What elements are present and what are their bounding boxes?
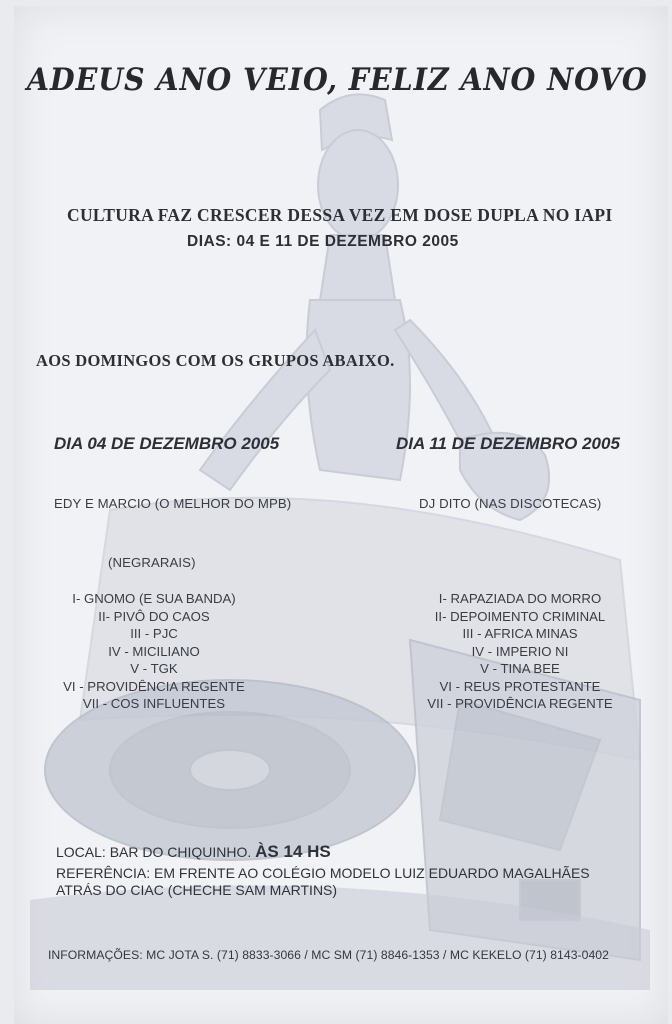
day1-headliner: EDY E MARCIO (O MELHOR DO MPB) (54, 496, 292, 511)
dates-line: DIAS: 04 E 11 DE DEZEMBRO 2005 (187, 233, 459, 250)
day2-group-list (400, 590, 640, 713)
reference-line-2: ATRÁS DO CIAC (CHECHE SAM MARTINS) (56, 882, 338, 898)
day1-group-list (44, 590, 264, 713)
list-item: I- GNOMO (E SUA BANDA) (72, 591, 236, 606)
list-item: I- RAPAZIADA DO MORRO (438, 591, 602, 606)
reference-line-1: REFERÊNCIA: EM FRENTE AO COLÉGIO MODELO LUIZ EDUARDO MAGALHÃES (56, 865, 590, 881)
list-item: III - AFRICA MINAS (462, 626, 578, 641)
venue-label: LOCAL: BAR DO CHIQUINHO. (56, 844, 252, 860)
flyer-title: ADEUS ANO VEIO, FELIZ ANO NOVO (26, 62, 648, 98)
list-item: V - TINA BEE (480, 661, 560, 676)
list-item: V - TGK (130, 661, 178, 676)
day1-heading: DIA 04 DE DEZEMBRO 2005 (54, 434, 280, 453)
day2-headliner: DJ DITO (NAS DISCOTECAS) (419, 496, 602, 511)
list-item: VI - REUS PROTESTANTE (439, 678, 601, 694)
contact-info: INFORMAÇÕES: MC JOTA S. (71) 8833-3066 / MC SM (71) 8846-1353 / MC KEKELO (71) 8143-0402 (48, 948, 609, 962)
list-item: IV - MICILIANO (108, 643, 200, 659)
list-item: II- DEPOIMENTO CRIMINAL (434, 608, 606, 624)
sundays-line: AOS DOMINGOS COM OS GRUPOS ABAIXO. (36, 351, 395, 370)
list-item: IV - IMPERIO NI (471, 643, 569, 659)
list-item: VII - COS INFLUENTES (82, 696, 226, 711)
venue-line (56, 842, 331, 862)
list-item: II- PIVÔ DO CAOS (98, 608, 210, 624)
venue-time: ÀS 14 HS (255, 842, 331, 861)
day2-heading: DIA 11 DE DEZEMBRO 2005 (396, 434, 620, 453)
list-item: VII - PROVIDÊNCIA REGENTE (427, 696, 613, 711)
list-item: III - PJC (130, 626, 178, 641)
subtitle: CULTURA FAZ CRESCER DESSA VEZ EM DOSE DUPLA NO IAPI (67, 205, 613, 225)
day1-note: (NEGRARAIS) (108, 555, 196, 570)
list-item: VI - PROVIDÊNCIA REGENTE (63, 678, 245, 694)
